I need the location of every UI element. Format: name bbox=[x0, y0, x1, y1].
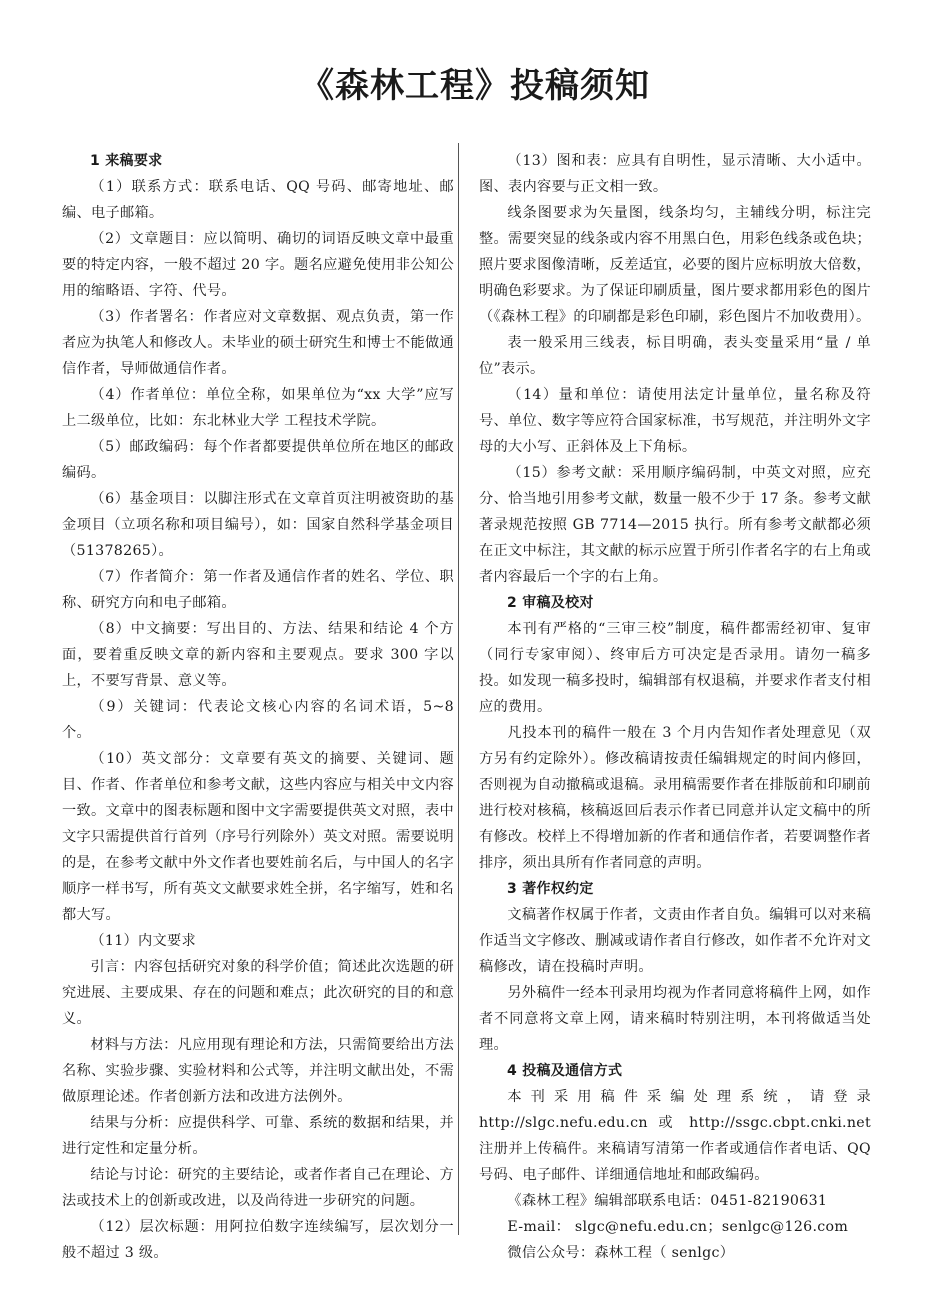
column-divider bbox=[458, 143, 459, 1235]
paragraph: 本刊有严格的“三审三校”制度，稿件都需经初审、复审（同行专家审阅）、终审后方可决定是否录用。请勿一稿多投。如发现一稿多投时，编辑部有权退稿，并要求作者支付相应的费用。 bbox=[479, 621, 871, 715]
paragraph: （14）量和单位：请使用法定计量单位，量名称及符号、单位、数字等应符合国家标准，书写规范，并注明外文字母的大小写、正斜体及上下角标。 bbox=[479, 387, 871, 455]
paragraph: （2）文章题目：应以简明、确切的词语反映文章中最重要的特定内容，一般不超过 20 字。题名应避免使用非公知公用的缩略语、字符、代号。 bbox=[62, 231, 454, 299]
paragraph: （13）图和表：应具有自明性，显示清晰、大小适中。图、表内容要与正文相一致。 bbox=[479, 153, 871, 195]
section-heading: 4 投稿及通信方式 bbox=[507, 1063, 623, 1079]
page-title: 《森林工程》投稿须知 bbox=[300, 66, 650, 106]
paragraph: （3）作者署名：作者应对文章数据、观点负责，第一作者应为执笔人和修改人。未毕业的硕士研究生和博士不能做通信作者，导师做通信作者。 bbox=[62, 309, 454, 377]
paragraph: （12）层次标题：用阿拉伯数字连续编写，层次划分一般不超过 3 级。 bbox=[62, 1219, 454, 1261]
paragraph: （1）联系方式：联系电话、QQ 号码、邮寄地址、邮编、电子邮箱。 bbox=[62, 179, 454, 221]
section-heading: 1 来稿要求 bbox=[90, 153, 163, 169]
contact-line: 《森林工程》编辑部联系电话：0451-82190631 bbox=[507, 1193, 828, 1209]
paragraph: （4）作者单位：单位全称，如果单位为“xx 大学”应写上二级单位，比如：东北林业大学 工程技术学院。 bbox=[62, 387, 454, 429]
paragraph: 结果与分析：应提供科学、可靠、系统的数据和结果，并进行定性和定量分析。 bbox=[62, 1115, 454, 1157]
contact-line: 微信公众号：森林工程（ senlgc） bbox=[507, 1245, 735, 1261]
section-heading: 3 著作权约定 bbox=[507, 881, 594, 897]
paragraph: （6）基金项目：以脚注形式在文章首页注明被资助的基金项目（立项名称和项目编号），如：国家自然科学基金项目（51378265）。 bbox=[62, 491, 454, 559]
paragraph: 线条图要求为矢量图，线条均匀，主辅线分明，标注完整。需要突显的线条或内容不用黑白色，用彩色线条或色块；照片要求图像清晰，反差适宜，必要的图片应标明放大倍数，明确色彩要求。为了保证印刷质量，图片要求都用彩色的图片（《森林工程》的印刷都是彩色印刷，彩色图片不加收费用）。 bbox=[479, 205, 871, 325]
paragraph: 文稿著作权属于作者，文责由作者自负。编辑可以对来稿作适当文字修改、删减或请作者自行修改，如作者不允许对文稿修改，请在投稿时声明。 bbox=[479, 907, 871, 975]
paragraph: 本刊采用稿件采编处理系统，请登录 http://slgc.nefu.edu.cn 或 http://ssgc.cbpt.cnki.net 注册并上传稿件。来稿请写清第一作者或通信作者电话、QQ 号码、电子邮件、详细通信地址和邮政编码。 bbox=[479, 1089, 871, 1183]
section-heading: 2 审稿及校对 bbox=[507, 595, 594, 611]
paragraph: （11）内文要求 bbox=[90, 933, 196, 949]
paragraph: 表一般采用三线表，标目明确，表头变量采用“量 / 单位”表示。 bbox=[479, 335, 871, 377]
contact-line: E-mail： slgc@nefu.edu.cn；senlgc@126.com bbox=[507, 1219, 849, 1235]
paragraph: 另外稿件一经本刊录用均视为作者同意将稿件上网，如作者不同意将文章上网，请来稿时特别注明，本刊将做适当处理。 bbox=[479, 985, 871, 1053]
paragraph: （15）参考文献：采用顺序编码制，中英文对照，应充分、恰当地引用参考文献，数量一般不少于 17 条。参考文献著录规范按照 GB 7714—2015 执行。所有参考文献都必须在正文中标注，其文献的标示应置于所引作者名字的右上角或者内容最后一个字的右上角。 bbox=[479, 465, 871, 585]
paragraph: （5）邮政编码：每个作者都要提供单位所在地区的邮政编码。 bbox=[62, 439, 454, 481]
left-column bbox=[62, 148, 454, 1266]
paragraph: 材料与方法：凡应用现有理论和方法，只需简要给出方法名称、实验步骤、实验材料和公式等，并注明文献出处，不需做原理论述。作者创新方法和改进方法例外。 bbox=[62, 1037, 454, 1105]
paragraph: 凡投本刊的稿件一般在 3 个月内告知作者处理意见（双方另有约定除外）。修改稿请按责任编辑规定的时间内修回，否则视为自动撤稿或退稿。录用稿需要作者在排版前和印刷前进行校对核稿，核稿返回后表示作者已同意并认定文稿中的所有修改。校样上不得增加新的作者和通信作者，若要调整作者排序，须出具所有作者同意的声明。 bbox=[479, 725, 871, 871]
paragraph: （9）关键词：代表论文核心内容的名词术语，5~8 个。 bbox=[62, 699, 454, 741]
paragraph: （8）中文摘要：写出目的、方法、结果和结论 4 个方面，要着重反映文章的新内容和主要观点。要求 300 字以上，不要写背景、意义等。 bbox=[62, 621, 454, 689]
paragraph: （7）作者简介：第一作者及通信作者的姓名、学位、职称、研究方向和电子邮箱。 bbox=[62, 569, 454, 611]
paragraph: 引言：内容包括研究对象的科学价值；简述此次选题的研究进展、主要成果、存在的问题和难点；此次研究的目的和意义。 bbox=[62, 959, 454, 1027]
paragraph: （10）英文部分：文章要有英文的摘要、关键词、题目、作者、作者单位和参考文献，这些内容应与相关中文内容一致。文章中的图表标题和图中文字需要提供英文对照，表中文字只需提供首行首列（序号行列除外）英文对照。需要说明的是，在参考文献中外文作者也要姓前名后，与中国人的名字顺序一样书写，所有英文文献要求姓全拼，名字缩写，姓和名都大写。 bbox=[62, 751, 454, 923]
right-column bbox=[479, 148, 871, 1266]
paragraph: 结论与讨论：研究的主要结论，或者作者自己在理论、方法或技术上的创新或改进，以及尚待进一步研究的问题。 bbox=[62, 1167, 454, 1209]
